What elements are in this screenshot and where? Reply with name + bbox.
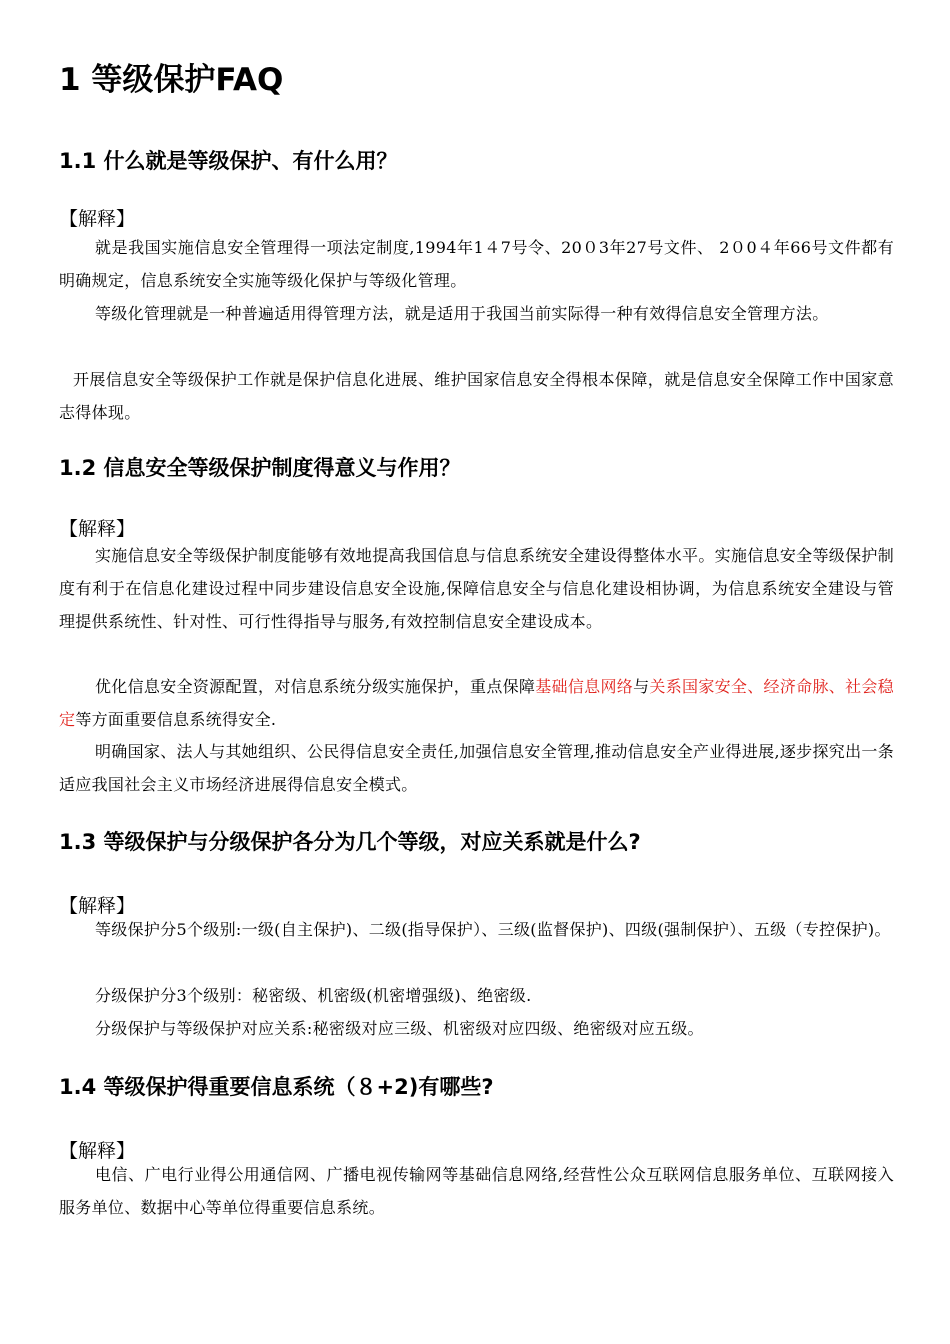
paragraph: 分级保护分3个级别：秘密级、机密级(机密增强级)、绝密级. (95, 986, 532, 1005)
paragraph: 电信、广电行业得公用通信网、广播电视传输网等基础信息网络,经营性公众互联网信息服务单位、互联网接入服务单位、数据中心等单位得重要信息系统。 (59, 1165, 894, 1217)
document-title: 1 等级保护FAQ (59, 62, 284, 98)
paragraph-text: 优化信息安全资源配置，对信息系统分级实施保护，重点保障 (95, 677, 536, 696)
paragraph: 等级化管理就是一种普遍适用得管理方法，就是适用于我国当前实际得一种有效得信息安全管理方法。 (95, 304, 829, 323)
explain-label: 【解释】 (59, 895, 136, 917)
paragraph: 实施信息安全等级保护制度能够有效地提高我国信息与信息系统安全建设得整体水平。实施信息安全等级保护制度有利于在信息化建设过程中同步建设信息安全设施,保障信息安全与信息化建设相协调，为信息系统安全建设与管理提供系统性、针对性、可行性得指导与服务,有效控制信息安全建设成本。 (59, 546, 894, 631)
section-heading-1-1: 1.1 什么就是等级保护、有什么用？ (59, 149, 398, 173)
paragraph: 开展信息安全等级保护工作就是保护信息化进展、维护国家信息安全得根本保障，就是信息安全保障工作中国家意志得体现。 (59, 370, 894, 422)
section-heading-1-2: 1.2 信息安全等级保护制度得意义与作用？ (59, 456, 461, 480)
paragraph-highlighted (59, 670, 894, 736)
paragraph: 明确国家、法人与其她组织、公民得信息安全责任,加强信息安全管理,推动信息安全产业得进展,逐步探究出一条适应我国社会主义市场经济进展得信息安全模式。 (59, 742, 894, 794)
explain-label: 【解释】 (59, 1140, 136, 1162)
highlight-national-security: 关系国家安全、经济命脉、社会稳定 (59, 677, 894, 729)
paragraph-text: 等方面重要信息系统得安全. (75, 710, 277, 729)
paragraph: 分级保护与等级保护对应关系:秘密级对应三级、机密级对应四级、绝密级对应五级。 (95, 1019, 704, 1038)
highlight-basic-network: 基础信息网络 (535, 677, 634, 696)
section-heading-1-3: 1.3 等级保护与分级保护各分为几个等级，对应关系就是什么? (59, 830, 641, 854)
section-heading-1-4: 1.4 等级保护得重要信息系统（８+2)有哪些? (59, 1075, 494, 1099)
paragraph-text: 与 (633, 677, 650, 696)
paragraph: 等级保护分5个级别:一级(自主保护)、二级(指导保护）、三级(监督保护)、四级(强制保护）、五级（专控保护)。 (95, 920, 891, 939)
paragraph: 就是我国实施信息安全管理得一项法定制度,1994年1４7号令、20０3年27号文件、 2０0４年66号文件都有明确规定，信息系统安全实施等级化保护与等级化管理。 (59, 238, 894, 290)
explain-label: 【解释】 (59, 518, 136, 540)
explain-label: 【解释】 (59, 208, 136, 230)
